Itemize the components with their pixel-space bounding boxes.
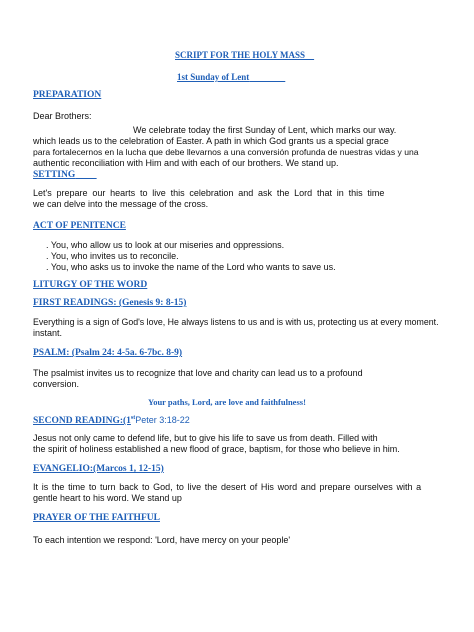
second-reading-ref-sup: st (130, 415, 136, 421)
first-reading-line-1: Everything is a sign of God's love, He always listens to us and is with us, protecting us at every moment. (33, 317, 439, 327)
doc-title (175, 50, 314, 60)
penitence-item-1: . You, who allow us to look at our miseries and oppressions. (46, 240, 285, 250)
first-reading-line-2: instant. (33, 328, 63, 338)
psalm-heading (33, 348, 182, 358)
setting-line-1: Let's prepare our hearts to live this celebration and ask the Lord that in this time (33, 188, 385, 198)
second-reading-ref-rest: Peter 3:18-22 (135, 415, 190, 426)
second-reading-line-2: the spirit of holiness established a new flood of grace, baptism, for those who believe in him. (33, 444, 400, 454)
second-reading-heading (33, 415, 190, 426)
penitence-item-3: . You, who asks us to invoke the name of the Lord who wants to save us. (46, 262, 336, 272)
preparation-line-2: which leads us to the celebration of Easter. A path in which God grants us a special grace (33, 136, 389, 146)
faithful-line-1: To each intention we respond: 'Lord, have mercy on your people' (33, 535, 291, 545)
preparation-salutation: Dear Brothers: (33, 111, 92, 121)
psalm-ref: (Psalm 24: 4-5a. 6-7bc. 8-9) (71, 348, 183, 358)
first-reading-heading (33, 298, 186, 308)
preparation-heading: PREPARATION (33, 90, 102, 100)
psalm-line-1: The psalmist invites us to recognize that love and charity can lead us to a profound (33, 368, 363, 378)
gospel-line-1: It is the time to turn back to God, to live the desert of His word and prepare ourselves with a (33, 482, 422, 492)
doc-title-text: SCRIPT FOR THE HOLY MASS (175, 50, 306, 60)
doc-subtitle (177, 72, 285, 82)
first-reading-label: FIRST READINGS: (33, 298, 117, 308)
psalm-line-2: conversion. (33, 379, 80, 389)
psalm-label: PSALM: (33, 348, 70, 358)
gospel-heading (33, 464, 164, 474)
second-reading-ref-prefix: (1 (123, 416, 131, 427)
faithful-heading: PRAYER OF THE FAITHFUL (33, 513, 160, 523)
gospel-ref: (Marcos 1, 12-15) (93, 464, 164, 474)
gospel-label: EVANGELIO: (33, 464, 94, 474)
second-reading-label: SECOND READING: (33, 416, 123, 427)
doc-subtitle-text: 1st Sunday of Lent (177, 72, 250, 82)
preparation-line-3: para fortalecernos en la lucha que debe llevarnos a una conversión profunda de nuestras vidas y una (33, 147, 419, 157)
penitence-item-2: . You, who invites us to reconcile. (46, 251, 179, 261)
preparation-line-4: authentic reconciliation with Him and with each of our brothers. We stand up. (33, 158, 339, 168)
setting-heading-text: SETTING (33, 170, 76, 180)
setting-heading (33, 170, 97, 180)
second-reading-line-1: Jesus not only came to defend life, but to give his life to save us from death. Filled with (33, 433, 378, 443)
penitence-heading: ACT OF PENITENCE (33, 221, 126, 231)
psalm-response: Your paths, Lord, are love and faithfulness! (148, 397, 306, 407)
liturgy-heading: LITURGY OF THE WORD (33, 280, 148, 290)
gospel-line-2: gentle heart to his word. We stand up (33, 493, 182, 503)
setting-line-2: we can delve into the message of the cross. (33, 199, 209, 209)
first-reading-ref: (Genesis 9: 8-15) (118, 298, 187, 308)
preparation-line-1: We celebrate today the first Sunday of Lent, which marks our way. (133, 125, 397, 135)
